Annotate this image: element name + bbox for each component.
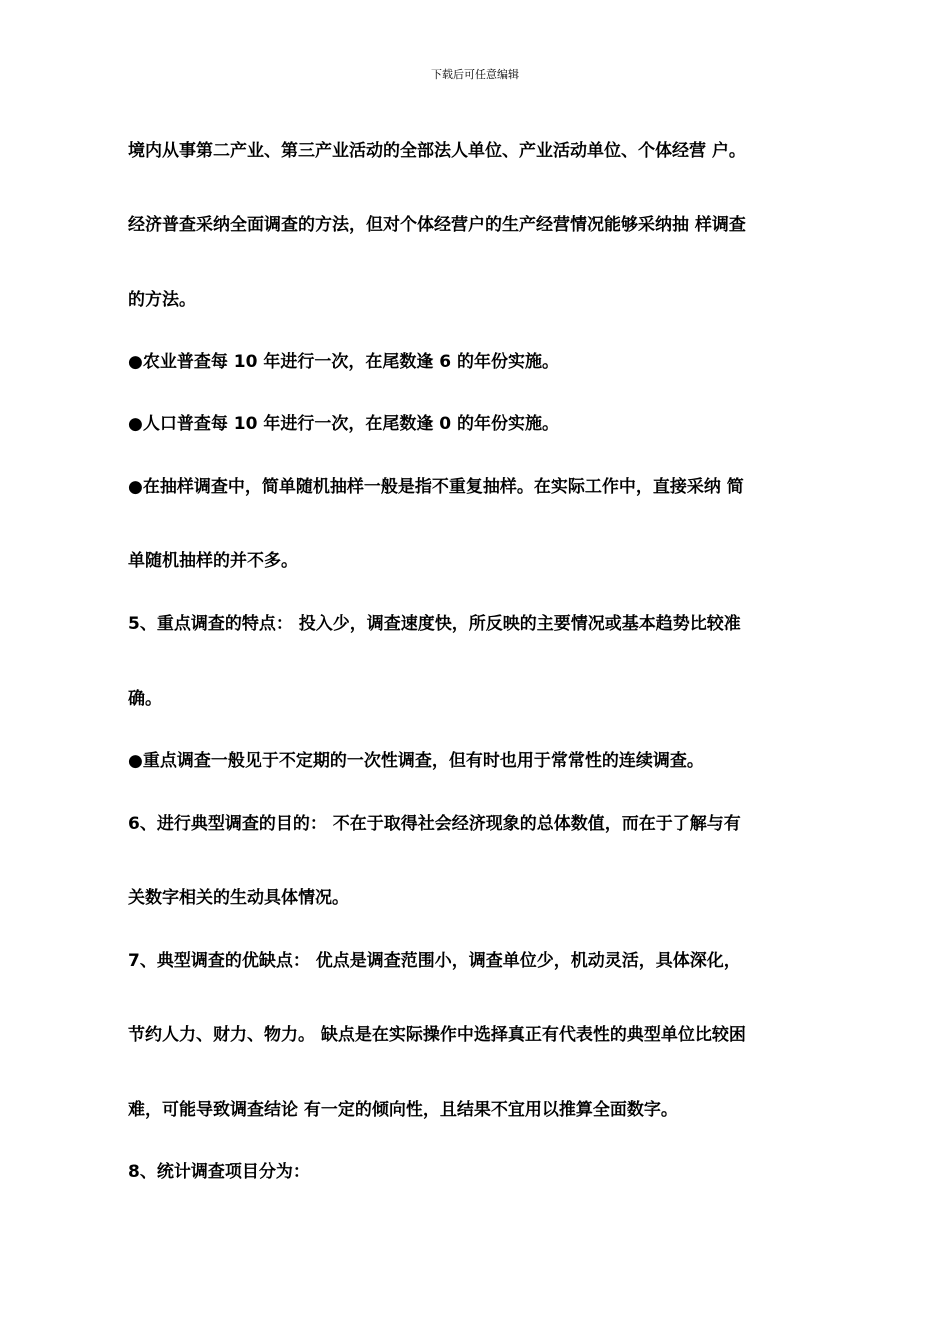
text-line: 6、进行典型调查的目的： 不在于取得社会经济现象的总体数值，而在于了解与有 xyxy=(128,814,741,834)
text-line: 单随机抽样的并不多。 xyxy=(128,551,298,571)
text-line: 难，可能导致调查结论 有一定的倾向性，且结果不宜用以推算全面数字。 xyxy=(128,1100,678,1120)
text-line: 的方法。 xyxy=(128,290,196,310)
text-line: ●人口普查每 10 年进行一次，在尾数逢 0 的年份实施。 xyxy=(128,414,559,434)
text-line: 关数字相关的生动具体情况。 xyxy=(128,888,349,908)
text-line: 8、统计调查项目分为： xyxy=(128,1162,310,1182)
text-line: 境内从事第二产业、第三产业活动的全部法人单位、产业活动单位、个体经营 户。 xyxy=(128,141,746,161)
text-line: ●农业普查每 10 年进行一次，在尾数逢 6 的年份实施。 xyxy=(128,352,559,372)
text-line: ●在抽样调查中，简单随机抽样一般是指不重复抽样。在实际工作中，直接采纳 简 xyxy=(128,477,744,497)
text-line: ●重点调查一般见于不定期的一次性调查，但有时也用于常常性的连续调查。 xyxy=(128,751,704,771)
text-line: 5、重点调查的特点： 投入少，调查速度快，所反映的主要情况或基本趋势比较准 xyxy=(128,614,741,634)
text-line: 7、典型调查的优缺点： 优点是调查范围小，调查单位少，机动灵活，具体深化， xyxy=(128,951,741,971)
page-header: 下载后可任意编辑 xyxy=(431,68,519,81)
text-line: 经济普查采纳全面调查的方法，但对个体经营户的生产经营情况能够采纳抽 样调查 xyxy=(128,215,746,235)
text-line: 确。 xyxy=(128,689,162,709)
text-line: 节约人力、财力、物力。 缺点是在实际操作中选择真正有代表性的典型单位比较困 xyxy=(128,1025,746,1045)
